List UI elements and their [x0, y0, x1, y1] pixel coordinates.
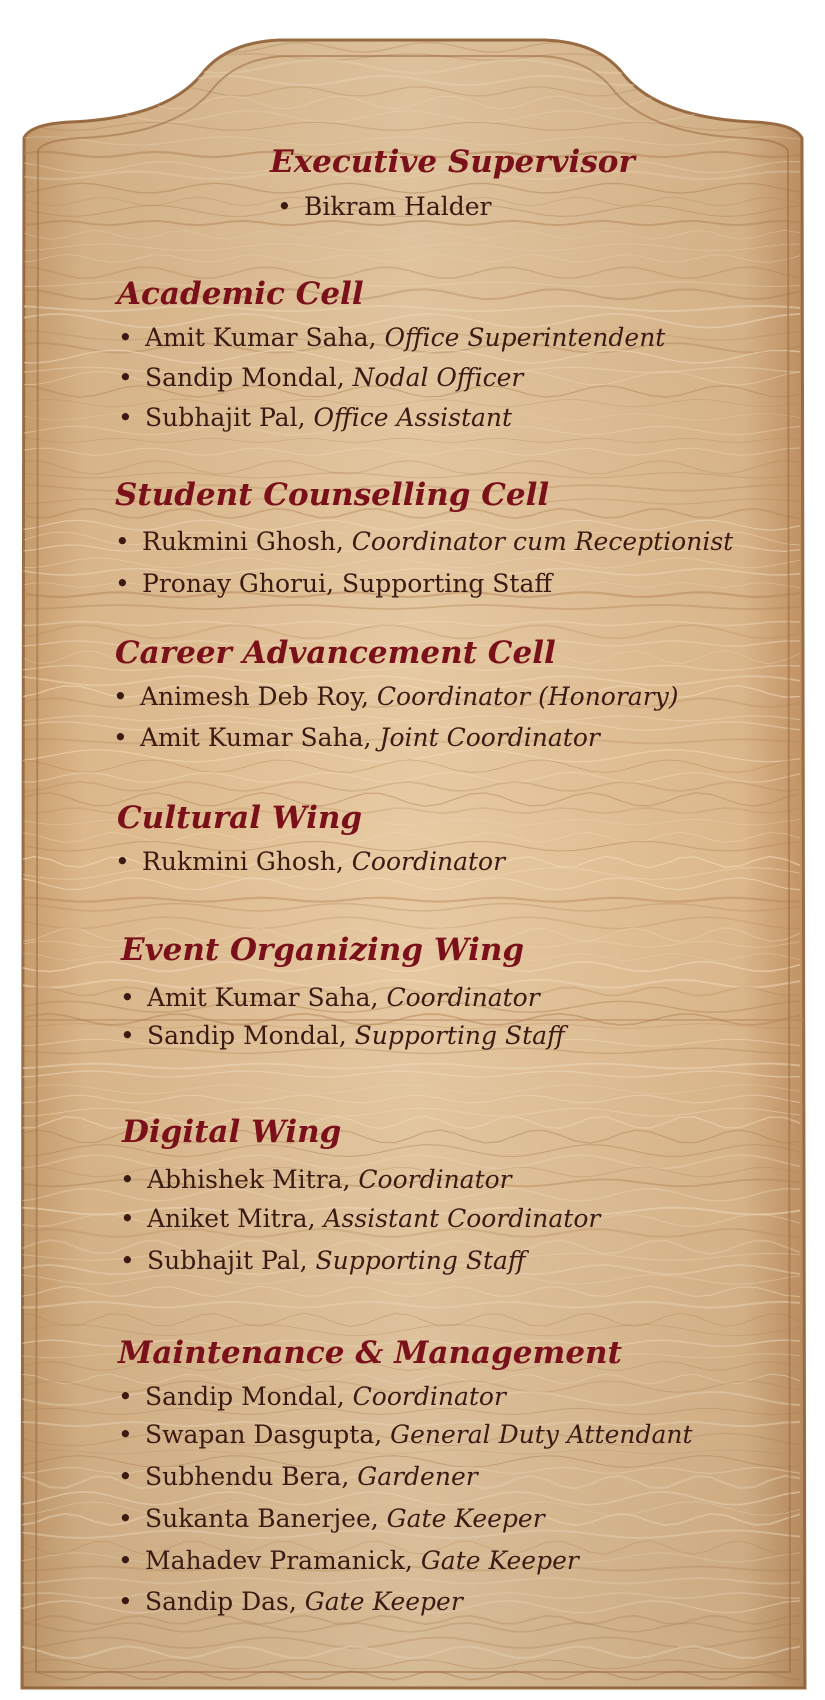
bullet: • — [120, 1165, 135, 1194]
bullet: • — [118, 323, 133, 352]
separator: , — [335, 847, 352, 876]
bullet: • — [277, 192, 292, 221]
list-item — [115, 526, 733, 558]
list-item — [115, 568, 552, 600]
bullet: • — [118, 1382, 133, 1411]
separator: , — [404, 1546, 421, 1575]
member-role: General Duty Attendant — [390, 1420, 693, 1449]
member-name: Animesh Deb Roy — [140, 682, 361, 711]
bullet: • — [118, 1546, 133, 1575]
bullet: • — [118, 1504, 133, 1533]
section-title-career-advancement-cell: Career Advancement Cell — [115, 635, 556, 671]
member-name: Sukanta Banerjee — [145, 1504, 371, 1533]
member-role: Coordinator (Honorary) — [376, 682, 679, 711]
section-title-student-counselling-cell: Student Counselling Cell — [115, 477, 550, 513]
member-name: Subhajit Pal — [147, 1246, 300, 1275]
list-item — [118, 1419, 693, 1451]
section-title-academic-cell: Academic Cell — [117, 276, 364, 312]
bullet: • — [120, 1021, 135, 1050]
member-name: Pronay Ghorui, Supporting Staff — [142, 569, 553, 598]
member-role: Gate Keeper — [386, 1504, 545, 1533]
member-name: Mahadev Pramanick — [145, 1546, 405, 1575]
member-name: Subhajit Pal — [145, 403, 298, 432]
member-name: Amit Kumar Saha — [145, 323, 369, 352]
bullet: • — [120, 983, 135, 1012]
separator: , — [370, 983, 387, 1012]
list-item — [115, 846, 505, 878]
list-item — [120, 1203, 600, 1235]
bullet: • — [120, 1246, 135, 1275]
member-role: Joint Coordinator — [379, 723, 600, 752]
member-role: Office Superintendent — [384, 323, 666, 352]
member-role: Nodal Officer — [352, 363, 524, 392]
member-name: Sandip Mondal — [145, 363, 337, 392]
member-role: Coordinator — [351, 847, 506, 876]
bullet: • — [118, 1462, 133, 1491]
section-title-maintenance-management: Maintenance & Management — [118, 1335, 622, 1371]
list-item — [118, 362, 523, 394]
list-item — [118, 1381, 506, 1413]
bullet: • — [115, 569, 130, 598]
list-item — [113, 681, 679, 713]
member-role: Coordinator cum Receptionist — [351, 527, 734, 556]
member-role: Coordinator — [386, 983, 540, 1012]
member-role: Gardener — [357, 1462, 478, 1491]
list-item — [120, 982, 540, 1014]
separator: , — [363, 723, 380, 752]
list-item — [118, 1461, 478, 1493]
section-title-cultural-wing: Cultural Wing — [117, 800, 363, 836]
bullet: • — [118, 363, 133, 392]
member-role: Supporting Staff — [315, 1246, 526, 1275]
list-item — [118, 322, 665, 354]
bullet: • — [115, 847, 130, 876]
member-name: Rukmini Ghosh — [142, 847, 336, 876]
list-item — [120, 1020, 565, 1052]
separator: , — [335, 527, 352, 556]
member-name: Aniket Mitra — [147, 1204, 308, 1233]
list-item — [118, 1545, 579, 1577]
member-name: Subhendu Bera — [145, 1462, 342, 1491]
list-item — [277, 191, 491, 223]
separator: , — [361, 682, 377, 711]
member-role: Gate Keeper — [420, 1546, 579, 1575]
member-name: Sandip Mondal — [145, 1382, 337, 1411]
bullet: • — [118, 403, 133, 432]
list-item — [120, 1245, 526, 1277]
separator: , — [307, 1204, 324, 1233]
bullet: • — [120, 1204, 135, 1233]
list-item — [118, 402, 512, 434]
separator: , — [336, 1382, 353, 1411]
bullet: • — [113, 682, 128, 711]
member-name: Bikram Halder — [304, 192, 492, 221]
bullet: • — [118, 1587, 133, 1616]
member-name: Amit Kumar Saha — [147, 983, 371, 1012]
member-role: Gate Keeper — [304, 1587, 463, 1616]
member-name: Sandip Mondal — [147, 1021, 339, 1050]
member-role: Coordinator — [358, 1165, 512, 1194]
separator: , — [342, 1165, 359, 1194]
member-role: Coordinator — [352, 1382, 506, 1411]
list-item — [120, 1164, 512, 1196]
member-role: Supporting Staff — [354, 1021, 565, 1050]
bullet: • — [118, 1420, 133, 1449]
separator: , — [288, 1587, 305, 1616]
separator: , — [341, 1462, 358, 1491]
list-item — [113, 722, 600, 754]
member-role: Office Assistant — [313, 403, 513, 432]
bullet: • — [115, 527, 130, 556]
list-item — [118, 1586, 463, 1618]
section-title-executive-supervisor: Executive Supervisor — [270, 144, 635, 180]
separator: , — [297, 403, 314, 432]
list-item — [118, 1503, 545, 1535]
separator: , — [370, 1504, 387, 1533]
section-title-digital-wing: Digital Wing — [122, 1114, 342, 1150]
member-name: Sandip Das — [145, 1587, 289, 1616]
separator: , — [336, 363, 353, 392]
member-name: Amit Kumar Saha — [140, 723, 364, 752]
member-name: Abhishek Mitra — [147, 1165, 343, 1194]
separator: , — [299, 1246, 316, 1275]
member-name: Swapan Dasgupta — [145, 1420, 375, 1449]
separator: , — [368, 323, 385, 352]
separator: , — [338, 1021, 355, 1050]
separator: , — [374, 1420, 391, 1449]
bullet: • — [113, 723, 128, 752]
section-title-event-organizing-wing: Event Organizing Wing — [121, 932, 525, 968]
member-name: Rukmini Ghosh — [142, 527, 336, 556]
member-role: Assistant Coordinator — [323, 1204, 601, 1233]
